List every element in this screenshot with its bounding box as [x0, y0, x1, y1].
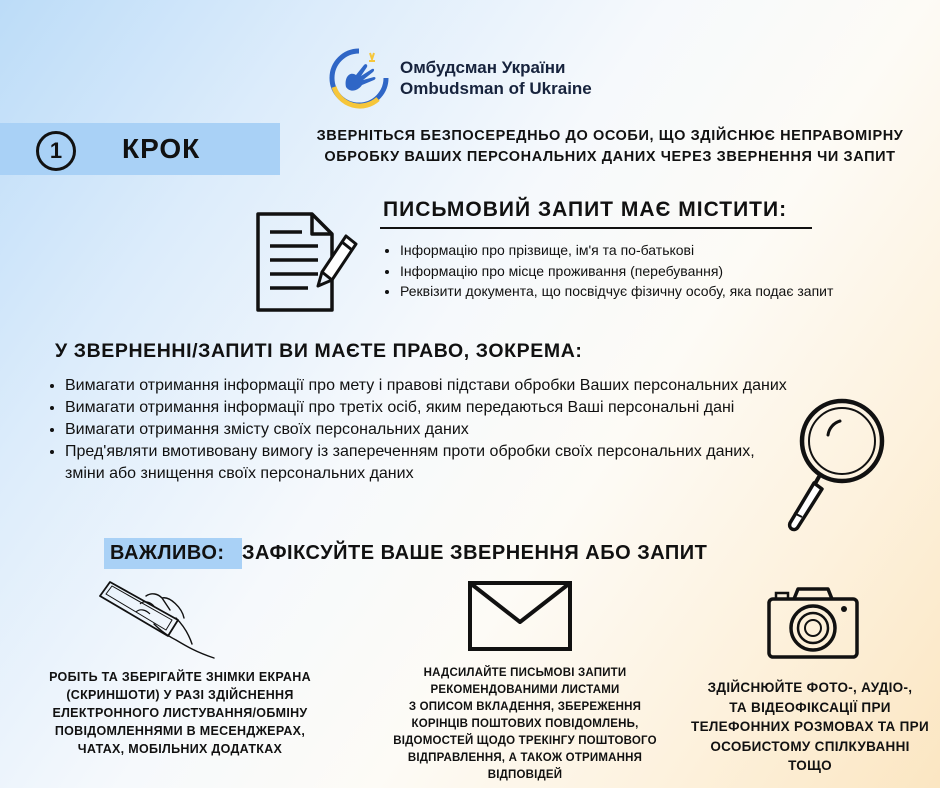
advice-line: З ОПИСОМ ВКЛАДЕННЯ, ЗБЕРЕЖЕННЯ — [408, 701, 642, 713]
advice-line: ТЕЛЕФОННИХ РОЗМОВАХ ТА ПРИ — [691, 719, 929, 734]
advice-line: (СКРИНШОТИ) У РАЗІ ЗДІЙСНЕННЯ — [66, 688, 294, 702]
ombudsman-emblem-icon — [328, 47, 390, 109]
list-item: • Вимагати отримання інформації про мету і правові підстави обробки Ваших персональних даних — [65, 375, 795, 397]
advice-line: ПОВІДОМЛЕННЯМИ В МЕСЕНДЖЕРАХ, — [54, 724, 306, 738]
step-label: КРОК — [122, 133, 201, 164]
advice-line: РЕКОМЕНДОВАНИМИ ЛИСТАМИ — [430, 684, 620, 696]
envelope-icon — [467, 580, 573, 652]
camera-icon — [766, 585, 860, 661]
title-underline — [380, 227, 812, 229]
list-item: • Інформацію про місце проживання (перебування) — [400, 261, 940, 282]
advice-line: РОБІТЬ ТА ЗБЕРІГАЙТЕ ЗНІМКИ ЕКРАНА — [49, 670, 311, 684]
step-description — [300, 126, 920, 168]
advice-line: ТОЩО — [788, 758, 832, 773]
magnifying-glass-icon — [782, 393, 892, 539]
advice-line: ЕЛЕКТРОННОГО ЛИСТУВАННЯ/ОБМІНУ — [52, 706, 308, 720]
written-request-list — [380, 240, 940, 302]
step-description-line: ЗВЕРНІТЬСЯ БЕЗПОСЕРЕДНЬО ДО ОСОБИ, ЩО ЗДІЙСНЮЄ НЕПРАВОМІРНУ — [316, 128, 904, 144]
important-label: ВАЖЛИВО: — [110, 542, 225, 564]
list-item: • Вимагати отримання інформації про третіх осіб, яким передаються Ваші персональні дані — [65, 397, 795, 419]
rights-title: У ЗВЕРНЕННІ/ЗАПИТІ ВИ МАЄТЕ ПРАВО, ЗОКРЕМА: — [55, 340, 583, 362]
advice-line: ВІДПРАВЛЕННЯ, А ТАКОЖ ОТРИМАННЯ — [407, 752, 643, 764]
list-item: • Реквізити документа, що посвідчує фізичну особу, яка подає запит — [400, 281, 940, 302]
list-item: • Пред'являти вмотивовану вимогу із запереченням проти обробки своїх персональних даних, зміни або знищення своїх персональних даних — [65, 441, 795, 485]
logo-title-ukrainian: Омбудсман України — [400, 58, 566, 77]
screenshot-advice — [45, 668, 315, 758]
advice-line: ЗДІЙСНЮЙТЕ ФОТО-, АУДІО-, — [707, 680, 913, 695]
document-pen-icon — [252, 210, 364, 314]
advice-line: ВІДПОВІДЕЙ — [487, 769, 563, 781]
list-item: • Вимагати отримання змісту своїх персональних даних — [65, 419, 795, 441]
advice-line: ТА ВІДЕОФІКСАЦІЇ ПРИ — [729, 699, 891, 715]
step-number-badge: 1 — [36, 131, 76, 171]
logo-title-english: Ombudsman of Ukraine — [400, 79, 592, 98]
phone-hand-icon — [96, 578, 220, 662]
mail-advice — [385, 665, 665, 784]
ombudsman-logo — [328, 46, 592, 110]
advice-line: НАДСИЛАЙТЕ ПИСЬМОВІ ЗАПИТИ — [423, 667, 627, 679]
written-request-title: ПИСЬМОВИЙ ЗАПИТ МАЄ МІСТИТИ: — [383, 198, 788, 221]
step-description-line: ОБРОБКУ ВАШИХ ПЕРСОНАЛЬНИХ ДАНИХ ЧЕРЕЗ ЗВЕРНЕННЯ ЧИ ЗАПИТ — [324, 149, 896, 165]
list-item: • Інформацію про прізвище, ім'я та по-батькові — [400, 240, 940, 261]
advice-line: ОСОБИСТОМУ СПІЛКУВАННІ — [710, 738, 910, 754]
advice-line: ВІДОМОСТЕЙ ЩОДО ТРЕКІНГУ ПОШТОВОГО — [393, 735, 657, 747]
recording-advice — [685, 678, 935, 776]
advice-line: КОРІНЦІВ ПОШТОВИХ ПОВІДОМЛЕНЬ, — [411, 718, 639, 730]
rights-list — [45, 375, 795, 485]
important-text: ЗАФІКСУЙТЕ ВАШЕ ЗВЕРНЕННЯ АБО ЗАПИТ — [242, 542, 708, 564]
advice-line: ЧАТАХ, МОБІЛЬНИХ ДОДАТКАХ — [77, 742, 283, 756]
